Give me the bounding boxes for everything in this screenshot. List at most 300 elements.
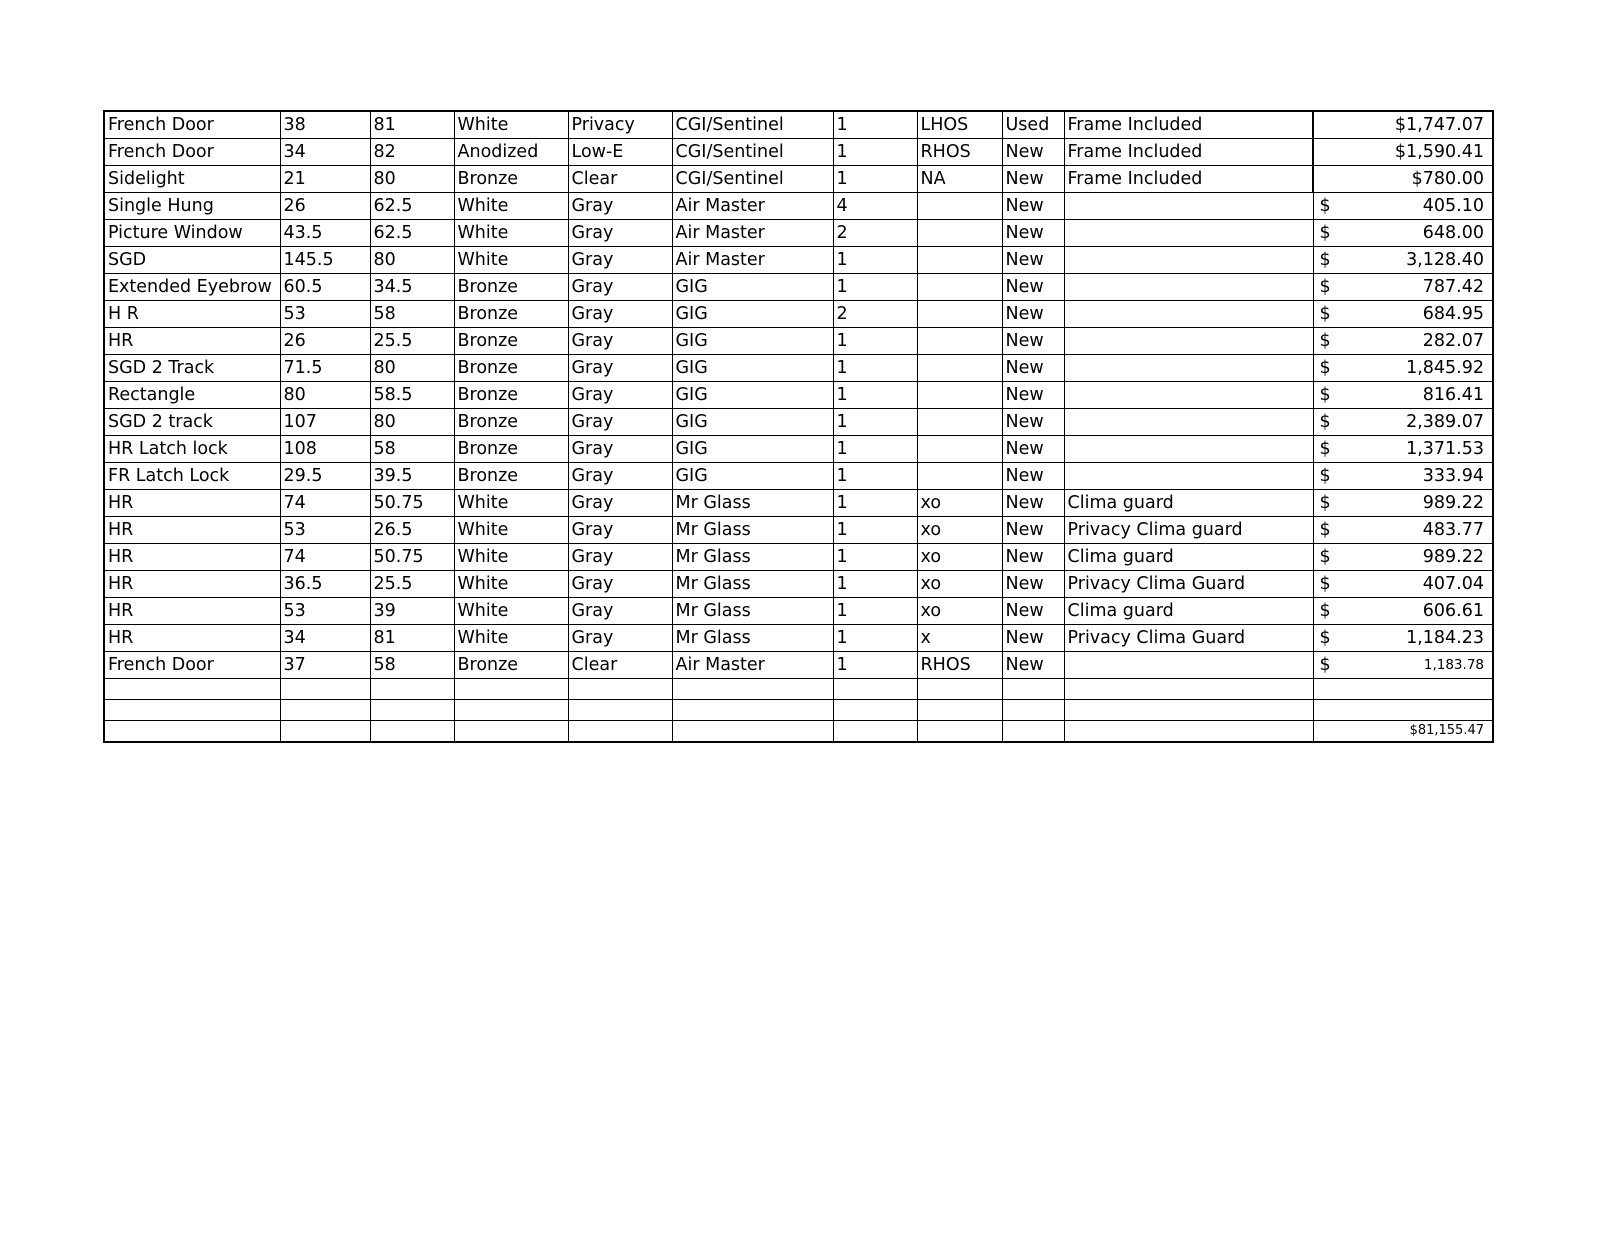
height-cell: 62.5 xyxy=(370,193,454,220)
price-amount: 684.95 xyxy=(1422,304,1484,324)
table-row xyxy=(104,517,1493,544)
table-row xyxy=(104,247,1493,274)
glass-cell: Gray xyxy=(568,220,672,247)
quantity-cell: 1 xyxy=(833,139,917,166)
empty-cell xyxy=(370,721,454,743)
price-cell xyxy=(1313,166,1493,193)
height-cell: 62.5 xyxy=(370,220,454,247)
table-row xyxy=(104,598,1493,625)
manufacturer-cell: Mr Glass xyxy=(672,571,833,598)
currency-symbol: $ xyxy=(1319,250,1331,270)
frame-color-cell: Bronze xyxy=(454,382,568,409)
item-cell: HR xyxy=(104,328,280,355)
width-cell: 107 xyxy=(280,409,370,436)
config-cell xyxy=(917,328,1002,355)
quantity-cell: 1 xyxy=(833,247,917,274)
config-cell: RHOS xyxy=(917,652,1002,679)
price-amount: 989.22 xyxy=(1422,493,1484,513)
frame-color-cell: White xyxy=(454,625,568,652)
config-cell: xo xyxy=(917,598,1002,625)
table-row xyxy=(104,355,1493,382)
manufacturer-cell: Mr Glass xyxy=(672,490,833,517)
quantity-cell: 1 xyxy=(833,409,917,436)
notes-cell xyxy=(1064,328,1313,355)
quantity-cell: 1 xyxy=(833,111,917,139)
notes-cell: Clima guard xyxy=(1064,490,1313,517)
empty-cell xyxy=(568,721,672,743)
glass-cell: Gray xyxy=(568,382,672,409)
glass-cell: Low-E xyxy=(568,139,672,166)
currency-symbol: $ xyxy=(1319,466,1331,486)
notes-cell: Privacy Clima Guard xyxy=(1064,625,1313,652)
quantity-cell: 1 xyxy=(833,463,917,490)
price-amount: 1,371.53 xyxy=(1406,439,1484,459)
price-cell xyxy=(1313,274,1493,301)
config-cell xyxy=(917,220,1002,247)
empty-cell xyxy=(833,679,917,700)
price-cell xyxy=(1313,436,1493,463)
quantity-cell: 1 xyxy=(833,274,917,301)
quantity-cell: 1 xyxy=(833,544,917,571)
item-cell: SGD 2 Track xyxy=(104,355,280,382)
config-cell: x xyxy=(917,625,1002,652)
height-cell: 82 xyxy=(370,139,454,166)
notes-cell: Frame Included xyxy=(1064,111,1313,139)
condition-cell: New xyxy=(1002,301,1064,328)
price-amount: 483.77 xyxy=(1422,520,1484,540)
manufacturer-cell: Air Master xyxy=(672,652,833,679)
width-cell: 29.5 xyxy=(280,463,370,490)
manufacturer-cell: Air Master xyxy=(672,220,833,247)
table-row xyxy=(104,382,1493,409)
quantity-cell: 1 xyxy=(833,436,917,463)
manufacturer-cell: CGI/Sentinel xyxy=(672,111,833,139)
condition-cell: New xyxy=(1002,517,1064,544)
item-cell: Extended Eyebrow xyxy=(104,274,280,301)
notes-cell xyxy=(1064,247,1313,274)
price-cell xyxy=(1313,544,1493,571)
notes-cell xyxy=(1064,301,1313,328)
manufacturer-cell: CGI/Sentinel xyxy=(672,166,833,193)
notes-cell xyxy=(1064,436,1313,463)
currency-symbol: $ xyxy=(1319,358,1331,378)
config-cell xyxy=(917,247,1002,274)
quantity-cell: 1 xyxy=(833,355,917,382)
height-cell: 34.5 xyxy=(370,274,454,301)
item-cell: HR xyxy=(104,625,280,652)
config-cell xyxy=(917,301,1002,328)
frame-color-cell: Bronze xyxy=(454,301,568,328)
empty-cell xyxy=(1313,679,1493,700)
price-amount: $1,747.07 xyxy=(1394,115,1484,135)
frame-color-cell: Bronze xyxy=(454,436,568,463)
price-cell xyxy=(1313,490,1493,517)
width-cell: 43.5 xyxy=(280,220,370,247)
quantity-cell: 2 xyxy=(833,301,917,328)
item-cell: French Door xyxy=(104,111,280,139)
frame-color-cell: White xyxy=(454,220,568,247)
width-cell: 74 xyxy=(280,490,370,517)
currency-symbol: $ xyxy=(1319,304,1331,324)
condition-cell: New xyxy=(1002,247,1064,274)
price-amount: 1,183.78 xyxy=(1423,657,1484,673)
height-cell: 58.5 xyxy=(370,382,454,409)
height-cell: 80 xyxy=(370,355,454,382)
empty-cell xyxy=(833,700,917,721)
quantity-cell: 2 xyxy=(833,220,917,247)
width-cell: 21 xyxy=(280,166,370,193)
frame-color-cell: White xyxy=(454,571,568,598)
height-cell: 26.5 xyxy=(370,517,454,544)
width-cell: 108 xyxy=(280,436,370,463)
price-amount: 2,389.07 xyxy=(1406,412,1484,432)
empty-cell xyxy=(672,700,833,721)
empty-cell xyxy=(104,721,280,743)
glass-cell: Gray xyxy=(568,490,672,517)
glass-cell: Gray xyxy=(568,193,672,220)
table-row xyxy=(104,193,1493,220)
item-cell: SGD xyxy=(104,247,280,274)
height-cell: 50.75 xyxy=(370,544,454,571)
grand-total: $81,155.47 xyxy=(1313,721,1493,743)
price-cell xyxy=(1313,355,1493,382)
height-cell: 80 xyxy=(370,409,454,436)
frame-color-cell: White xyxy=(454,247,568,274)
condition-cell: New xyxy=(1002,409,1064,436)
price-cell xyxy=(1313,193,1493,220)
width-cell: 60.5 xyxy=(280,274,370,301)
height-cell: 80 xyxy=(370,247,454,274)
condition-cell: Used xyxy=(1002,111,1064,139)
empty-cell xyxy=(568,679,672,700)
width-cell: 80 xyxy=(280,382,370,409)
condition-cell: New xyxy=(1002,625,1064,652)
condition-cell: New xyxy=(1002,193,1064,220)
condition-cell: New xyxy=(1002,355,1064,382)
item-cell: SGD 2 track xyxy=(104,409,280,436)
table-row xyxy=(104,436,1493,463)
condition-cell: New xyxy=(1002,544,1064,571)
condition-cell: New xyxy=(1002,328,1064,355)
frame-color-cell: Bronze xyxy=(454,355,568,382)
quantity-cell: 4 xyxy=(833,193,917,220)
price-amount: 333.94 xyxy=(1422,466,1484,486)
price-amount: 1,184.23 xyxy=(1406,628,1484,648)
manufacturer-cell: GIG xyxy=(672,436,833,463)
glass-cell: Clear xyxy=(568,166,672,193)
frame-color-cell: Bronze xyxy=(454,409,568,436)
currency-symbol: $ xyxy=(1319,574,1331,594)
empty-row xyxy=(104,700,1493,721)
glass-cell: Gray xyxy=(568,436,672,463)
manufacturer-cell: GIG xyxy=(672,328,833,355)
price-amount: 1,845.92 xyxy=(1406,358,1484,378)
empty-cell xyxy=(917,721,1002,743)
currency-symbol: $ xyxy=(1319,520,1331,540)
price-amount: 3,128.40 xyxy=(1406,250,1484,270)
manufacturer-cell: GIG xyxy=(672,382,833,409)
notes-cell xyxy=(1064,652,1313,679)
table-row xyxy=(104,328,1493,355)
table-row xyxy=(104,274,1493,301)
empty-cell xyxy=(833,721,917,743)
config-cell: xo xyxy=(917,517,1002,544)
currency-symbol: $ xyxy=(1319,601,1331,621)
frame-color-cell: White xyxy=(454,544,568,571)
price-cell xyxy=(1313,139,1493,166)
item-cell: French Door xyxy=(104,652,280,679)
condition-cell: New xyxy=(1002,166,1064,193)
glass-cell: Clear xyxy=(568,652,672,679)
price-cell xyxy=(1313,220,1493,247)
config-cell xyxy=(917,193,1002,220)
width-cell: 74 xyxy=(280,544,370,571)
glass-cell: Gray xyxy=(568,544,672,571)
frame-color-cell: Anodized xyxy=(454,139,568,166)
empty-cell xyxy=(1064,700,1313,721)
condition-cell: New xyxy=(1002,382,1064,409)
currency-symbol: $ xyxy=(1319,223,1331,243)
width-cell: 71.5 xyxy=(280,355,370,382)
currency-symbol: $ xyxy=(1319,547,1331,567)
price-amount: 405.10 xyxy=(1422,196,1484,216)
quantity-cell: 1 xyxy=(833,328,917,355)
currency-symbol: $ xyxy=(1319,439,1331,459)
manufacturer-cell: GIG xyxy=(672,355,833,382)
empty-cell xyxy=(370,700,454,721)
config-cell xyxy=(917,355,1002,382)
item-cell: HR Latch lock xyxy=(104,436,280,463)
empty-cell xyxy=(1064,679,1313,700)
table-row xyxy=(104,166,1493,193)
frame-color-cell: White xyxy=(454,490,568,517)
glass-cell: Gray xyxy=(568,463,672,490)
empty-row xyxy=(104,679,1493,700)
currency-symbol: $ xyxy=(1319,277,1331,297)
width-cell: 36.5 xyxy=(280,571,370,598)
glass-cell: Gray xyxy=(568,571,672,598)
empty-cell xyxy=(1313,700,1493,721)
glass-cell: Gray xyxy=(568,625,672,652)
width-cell: 38 xyxy=(280,111,370,139)
quantity-cell: 1 xyxy=(833,166,917,193)
empty-cell xyxy=(454,700,568,721)
table-row xyxy=(104,625,1493,652)
quantity-cell: 1 xyxy=(833,571,917,598)
glass-cell: Gray xyxy=(568,247,672,274)
notes-cell xyxy=(1064,409,1313,436)
manufacturer-cell: Mr Glass xyxy=(672,517,833,544)
price-amount: 282.07 xyxy=(1422,331,1484,351)
notes-cell xyxy=(1064,463,1313,490)
price-amount: $780.00 xyxy=(1411,169,1484,189)
manufacturer-cell: Mr Glass xyxy=(672,598,833,625)
condition-cell: New xyxy=(1002,598,1064,625)
table-row xyxy=(104,409,1493,436)
manufacturer-cell: Mr Glass xyxy=(672,544,833,571)
table-row xyxy=(104,220,1493,247)
empty-cell xyxy=(672,721,833,743)
notes-cell xyxy=(1064,220,1313,247)
item-cell: Picture Window xyxy=(104,220,280,247)
glass-cell: Gray xyxy=(568,274,672,301)
height-cell: 50.75 xyxy=(370,490,454,517)
empty-cell xyxy=(280,679,370,700)
empty-cell xyxy=(1002,700,1064,721)
item-cell: HR xyxy=(104,598,280,625)
currency-symbol: $ xyxy=(1319,655,1331,675)
width-cell: 53 xyxy=(280,301,370,328)
frame-color-cell: Bronze xyxy=(454,652,568,679)
table-body xyxy=(104,111,1493,679)
table-row xyxy=(104,463,1493,490)
manufacturer-cell: CGI/Sentinel xyxy=(672,139,833,166)
table-row xyxy=(104,544,1493,571)
empty-cell xyxy=(917,679,1002,700)
notes-cell: Clima guard xyxy=(1064,544,1313,571)
price-amount: 989.22 xyxy=(1422,547,1484,567)
item-cell: Sidelight xyxy=(104,166,280,193)
price-amount: 648.00 xyxy=(1422,223,1484,243)
item-cell: FR Latch Lock xyxy=(104,463,280,490)
empty-cell xyxy=(1064,721,1313,743)
quantity-cell: 1 xyxy=(833,598,917,625)
currency-symbol: $ xyxy=(1319,385,1331,405)
manufacturer-cell: GIG xyxy=(672,463,833,490)
quote-table xyxy=(103,110,1494,743)
notes-cell: Frame Included xyxy=(1064,166,1313,193)
total-row xyxy=(104,721,1493,743)
condition-cell: New xyxy=(1002,436,1064,463)
item-cell: HR xyxy=(104,571,280,598)
condition-cell: New xyxy=(1002,139,1064,166)
price-amount: 407.04 xyxy=(1422,574,1484,594)
empty-cell xyxy=(370,679,454,700)
currency-symbol: $ xyxy=(1319,196,1331,216)
price-amount: 787.42 xyxy=(1422,277,1484,297)
empty-cell xyxy=(454,679,568,700)
quantity-cell: 1 xyxy=(833,382,917,409)
quantity-cell: 1 xyxy=(833,517,917,544)
condition-cell: New xyxy=(1002,220,1064,247)
frame-color-cell: White xyxy=(454,193,568,220)
empty-cell xyxy=(454,721,568,743)
height-cell: 81 xyxy=(370,625,454,652)
currency-symbol: $ xyxy=(1319,493,1331,513)
config-cell: RHOS xyxy=(917,139,1002,166)
quantity-cell: 1 xyxy=(833,490,917,517)
item-cell: HR xyxy=(104,544,280,571)
width-cell: 26 xyxy=(280,328,370,355)
manufacturer-cell: Mr Glass xyxy=(672,625,833,652)
empty-cell xyxy=(568,700,672,721)
width-cell: 53 xyxy=(280,517,370,544)
width-cell: 34 xyxy=(280,139,370,166)
manufacturer-cell: GIG xyxy=(672,409,833,436)
price-cell xyxy=(1313,463,1493,490)
price-cell xyxy=(1313,409,1493,436)
height-cell: 58 xyxy=(370,436,454,463)
price-cell xyxy=(1313,652,1493,679)
manufacturer-cell: Air Master xyxy=(672,193,833,220)
width-cell: 34 xyxy=(280,625,370,652)
height-cell: 58 xyxy=(370,301,454,328)
price-cell xyxy=(1313,111,1493,139)
price-cell xyxy=(1313,382,1493,409)
price-cell xyxy=(1313,517,1493,544)
price-cell xyxy=(1313,328,1493,355)
table-row xyxy=(104,301,1493,328)
empty-cell xyxy=(1002,679,1064,700)
table-row xyxy=(104,571,1493,598)
config-cell xyxy=(917,274,1002,301)
notes-cell: Frame Included xyxy=(1064,139,1313,166)
empty-cell xyxy=(917,700,1002,721)
empty-cell xyxy=(280,721,370,743)
glass-cell: Gray xyxy=(568,328,672,355)
notes-cell xyxy=(1064,274,1313,301)
height-cell: 39 xyxy=(370,598,454,625)
condition-cell: New xyxy=(1002,571,1064,598)
config-cell xyxy=(917,436,1002,463)
item-cell: HR xyxy=(104,517,280,544)
currency-symbol: $ xyxy=(1319,628,1331,648)
frame-color-cell: White xyxy=(454,517,568,544)
frame-color-cell: White xyxy=(454,598,568,625)
empty-cell xyxy=(104,700,280,721)
price-cell xyxy=(1313,598,1493,625)
height-cell: 81 xyxy=(370,111,454,139)
condition-cell: New xyxy=(1002,490,1064,517)
empty-cell xyxy=(672,679,833,700)
condition-cell: New xyxy=(1002,463,1064,490)
manufacturer-cell: GIG xyxy=(672,301,833,328)
glass-cell: Gray xyxy=(568,355,672,382)
width-cell: 26 xyxy=(280,193,370,220)
config-cell: xo xyxy=(917,544,1002,571)
glass-cell: Gray xyxy=(568,301,672,328)
notes-cell: Clima guard xyxy=(1064,598,1313,625)
frame-color-cell: Bronze xyxy=(454,166,568,193)
manufacturer-cell: GIG xyxy=(672,274,833,301)
height-cell: 25.5 xyxy=(370,571,454,598)
quantity-cell: 1 xyxy=(833,625,917,652)
condition-cell: New xyxy=(1002,652,1064,679)
table-row xyxy=(104,490,1493,517)
config-cell: xo xyxy=(917,490,1002,517)
empty-cell xyxy=(280,700,370,721)
frame-color-cell: Bronze xyxy=(454,328,568,355)
config-cell: LHOS xyxy=(917,111,1002,139)
width-cell: 37 xyxy=(280,652,370,679)
price-cell xyxy=(1313,301,1493,328)
config-cell xyxy=(917,409,1002,436)
height-cell: 58 xyxy=(370,652,454,679)
manufacturer-cell: Air Master xyxy=(672,247,833,274)
frame-color-cell: Bronze xyxy=(454,274,568,301)
config-cell xyxy=(917,382,1002,409)
frame-color-cell: Bronze xyxy=(454,463,568,490)
table-row xyxy=(104,111,1493,139)
width-cell: 53 xyxy=(280,598,370,625)
height-cell: 80 xyxy=(370,166,454,193)
quantity-cell: 1 xyxy=(833,652,917,679)
price-amount: $1,590.41 xyxy=(1394,142,1484,162)
currency-symbol: $ xyxy=(1319,412,1331,432)
price-amount: 606.61 xyxy=(1422,601,1484,621)
config-cell: xo xyxy=(917,571,1002,598)
item-cell: H R xyxy=(104,301,280,328)
